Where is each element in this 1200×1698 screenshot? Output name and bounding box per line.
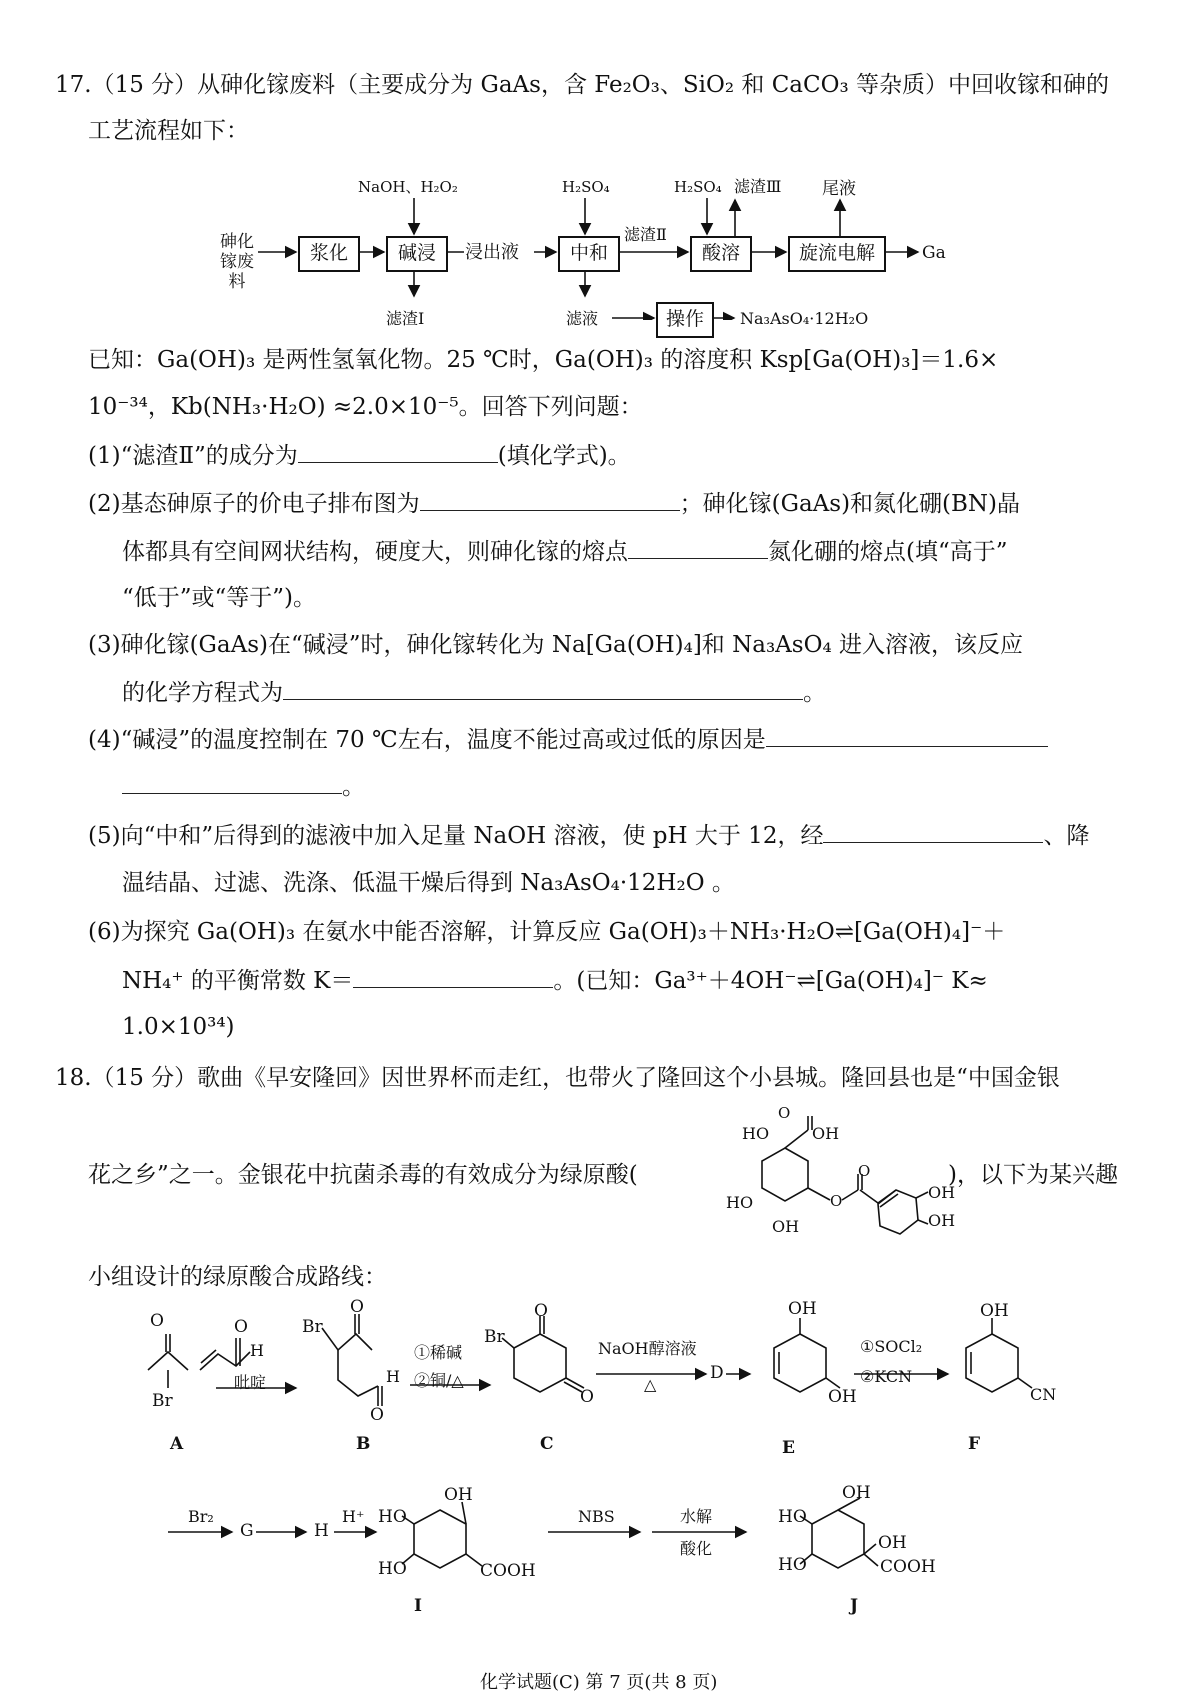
ca-oh-aryl-2: OH [928, 1211, 956, 1230]
flow-filtrate: 滤液 [566, 309, 599, 328]
b-h-label: H [386, 1367, 400, 1386]
q17-p3-text-c: 。 [803, 680, 826, 706]
i-cooh-label: COOH [480, 1561, 536, 1581]
flowchart-arrows [0, 0, 1200, 320]
q17-part3-line2 [122, 677, 826, 708]
acrolein-o-label: O [234, 1317, 248, 1337]
q17-p2-text-c: 体都具有空间网状结构，硬度大，则砷化镓的熔点 [122, 539, 628, 565]
q17-p5-text-b: 、降 [1043, 823, 1090, 849]
q17-known-line2: 10⁻³⁴，Kb(NH₃·H₂O) ≈2.0×10⁻⁵。回答下列问题： [88, 394, 643, 420]
label-compound-e: E [782, 1438, 795, 1458]
i-oh-top: OH [444, 1485, 473, 1505]
j-cooh-label: COOH [880, 1557, 936, 1577]
e-oh-bottom: OH [828, 1387, 857, 1407]
reagent-socl2: ①SOCl₂ [860, 1337, 923, 1356]
reagent-pyridine: 吡啶 [234, 1373, 267, 1392]
q17-p4-answer-blank-2[interactable] [122, 771, 342, 794]
flow-box-alkali-leach: 碱浸 [386, 236, 448, 272]
q17-p6-text-c: 。(已知：Ga³⁺＋4OH⁻⇌[Ga(OH)₄]⁻ K≈ [553, 968, 988, 994]
c-br-label: Br [484, 1327, 505, 1347]
q17-p5-text-c: 温结晶、过滤、洗涤、低温干燥后得到 Na₃AsO₄·12H₂O 。 [122, 870, 735, 896]
q17-p6-text-b: NH₄⁺ 的平衡常数 K＝ [122, 968, 354, 994]
f-cn-label: CN [1030, 1385, 1057, 1404]
q17-p1-text-a: (1)“滤渣Ⅱ”的成分为 [88, 443, 298, 469]
q17-part2-line1 [88, 488, 1020, 519]
q17-p5-answer-blank[interactable] [823, 820, 1043, 843]
q17-p1-answer-blank[interactable] [298, 440, 498, 463]
q17-p4-text-b: 。 [342, 774, 365, 800]
b-o-aldehyde: O [370, 1405, 384, 1425]
e-oh-top: OH [788, 1299, 817, 1319]
ca-o-ester-carbonyl: O [858, 1162, 871, 1180]
compound-g: G [240, 1521, 254, 1541]
i-ho-bottom: HO [378, 1559, 407, 1579]
flow-product-salt: Na₃AsO₄·12H₂O [740, 309, 869, 328]
compound-h: H [314, 1521, 329, 1541]
ca-oh-aryl-1: OH [928, 1183, 956, 1202]
ca-oh-top: OH [812, 1124, 840, 1143]
q18-intro-line2b: )，以下为某兴趣 [948, 1162, 1118, 1188]
q17-intro-line1: 17.（15 分）从砷化镓废料（主要成分为 GaAs，含 Fe₂O₃、SiO₂ 和 CaCO₃ 等杂质）中回收镓和砷的 [55, 72, 1109, 98]
ca-o-ester: O [830, 1192, 843, 1210]
flow-box-neutralize: 中和 [558, 236, 620, 272]
flow-product-ga: Ga [922, 243, 946, 263]
j-ho-top: HO [778, 1507, 807, 1527]
compound-d: D [710, 1363, 724, 1383]
label-compound-i: I [414, 1596, 422, 1616]
q17-part6-line2 [122, 965, 988, 996]
b-o-ketone: O [350, 1297, 364, 1317]
ca-ho-left: HO [726, 1193, 754, 1212]
flow-box-operation: 操作 [656, 302, 714, 338]
flow-start-label: 砷化镓废料 [220, 232, 254, 292]
q17-p3-text-b: 的化学方程式为 [122, 680, 283, 706]
flow-box-acid-dissolve: 酸溶 [690, 236, 752, 272]
flow-leachate-label: 浸出液 [465, 242, 519, 263]
q17-p6-text-d: 1.0×10³⁴) [122, 1014, 235, 1040]
q17-p5-text-a: (5)向“中和”后得到的滤液中加入足量 NaOH 溶液，使 pH 大于 12，经 [88, 823, 824, 849]
reagent-kcn: ②KCN [860, 1367, 913, 1386]
reagent-acidify: 酸化 [680, 1539, 713, 1558]
a-br-label: Br [152, 1391, 173, 1411]
flow-reagent-naoh-h2o2: NaOH、H₂O₂ [358, 178, 458, 196]
ca-o-carbonyl: O [778, 1104, 791, 1122]
q17-p3-answer-blank[interactable] [283, 677, 803, 700]
j-oh-quat: OH [878, 1533, 907, 1553]
flow-residue-2: 滤渣Ⅱ [624, 225, 667, 244]
q17-p2-text-b: ；砷化镓(GaAs)和氮化硼(BN)晶 [679, 491, 1021, 517]
c-o-bottom: O [580, 1387, 594, 1407]
c-o-top: O [534, 1301, 548, 1321]
ca-oh-bottom: OH [772, 1217, 800, 1236]
flow-residue-1: 滤渣Ⅰ [386, 309, 425, 328]
reagent-hydrolysis: 水解 [680, 1507, 713, 1526]
page-footer: 化学试题(C) 第 7 页(共 8 页) [480, 1672, 718, 1693]
ca-ho-top: HO [742, 1124, 770, 1143]
label-compound-c: C [540, 1434, 554, 1454]
reagent-naoh-ethanol: NaOH醇溶液 [598, 1339, 697, 1358]
q17-p2-text-e: “低于”或“等于”)。 [122, 585, 317, 611]
q17-p3-text-a: (3)砷化镓(GaAs)在“碱浸”时，砷化镓转化为 Na[Ga(OH)₄]和 Na₃AsO₄ 进入溶液，该反应 [88, 632, 1023, 658]
flow-tail-liquid: 尾液 [822, 179, 856, 199]
q17-intro-line2: 工艺流程如下： [88, 118, 249, 144]
q17-part5-line1 [88, 820, 1089, 851]
q17-part2-line2 [122, 536, 1008, 567]
j-oh-top: OH [842, 1483, 871, 1503]
reagent-br2: Br₂ [188, 1507, 214, 1526]
q17-p4-text-a: (4)“碱浸”的温度控制在 70 ℃左右，温度不能过高或过低的原因是 [88, 727, 766, 753]
q17-part4-line2 [122, 771, 365, 802]
acrolein-h-label: H [250, 1341, 264, 1360]
q17-p2-answer-blank-1[interactable] [420, 488, 680, 511]
q18-intro-line3: 小组设计的绿原酸合成路线： [88, 1264, 387, 1290]
q17-known-line1: 已知：Ga(OH)₃ 是两性氢氧化物。25 ℃时，Ga(OH)₃ 的溶度积 Ksp[Ga(OH)₃]＝1.6× [88, 347, 999, 373]
q17-p2-text-d: 氮化硼的熔点(填“高于” [768, 539, 1008, 565]
flow-residue-3: 滤渣Ⅲ [734, 177, 782, 196]
q17-p2-answer-blank-2[interactable] [628, 536, 768, 559]
flow-box-slurry: 浆化 [298, 236, 360, 272]
label-compound-j: J [850, 1596, 859, 1616]
reagent-cu-heat: ②铜/△ [414, 1371, 464, 1390]
label-compound-f: F [968, 1434, 981, 1454]
synthesis-route-row2 [0, 1470, 1200, 1650]
flow-reagent-h2so4-1: H₂SO₄ [562, 178, 610, 196]
reagent-heat: △ [644, 1375, 657, 1394]
f-oh-top: OH [980, 1301, 1009, 1321]
flow-box-electrolysis: 旋流电解 [788, 236, 886, 272]
a-o-label: O [150, 1311, 164, 1331]
reagent-h-plus: H⁺ [342, 1507, 365, 1526]
i-ho-top: HO [378, 1507, 407, 1527]
b-br-label: Br [302, 1317, 323, 1337]
reagent-nbs: NBS [578, 1507, 615, 1526]
q17-p6-text-a: (6)为探究 Ga(OH)₃ 在氨水中能否溶解，计算反应 Ga(OH)₃＋NH₃·H₂O⇌[Ga(OH)₄]⁻＋ [88, 919, 1006, 945]
q17-p4-answer-blank-1[interactable] [766, 724, 1048, 747]
q18-intro-line1: 18.（15 分）歌曲《早安隆回》因世界杯而走红，也带火了隆回这个小县城。隆回县也是“中国金银 [55, 1065, 1060, 1091]
q17-part4-line1 [88, 724, 1048, 755]
q17-p1-text-b: (填化学式)。 [497, 443, 631, 469]
flow-reagent-h2so4-2: H₂SO₄ [674, 178, 722, 196]
q17-part1 [88, 440, 631, 471]
reagent-dilute-base: ①稀碱 [414, 1343, 463, 1362]
j-ho-bottom: HO [778, 1555, 807, 1575]
label-compound-b: B [356, 1434, 371, 1454]
label-compound-a: A [170, 1434, 184, 1454]
q18-intro-line2a: 花之乡”之一。金银花中抗菌杀毒的有效成分为绿原酸( [88, 1162, 638, 1188]
q17-p2-text-a: (2)基态砷原子的价电子排布图为 [88, 491, 420, 517]
q17-p6-answer-blank[interactable] [353, 965, 553, 988]
